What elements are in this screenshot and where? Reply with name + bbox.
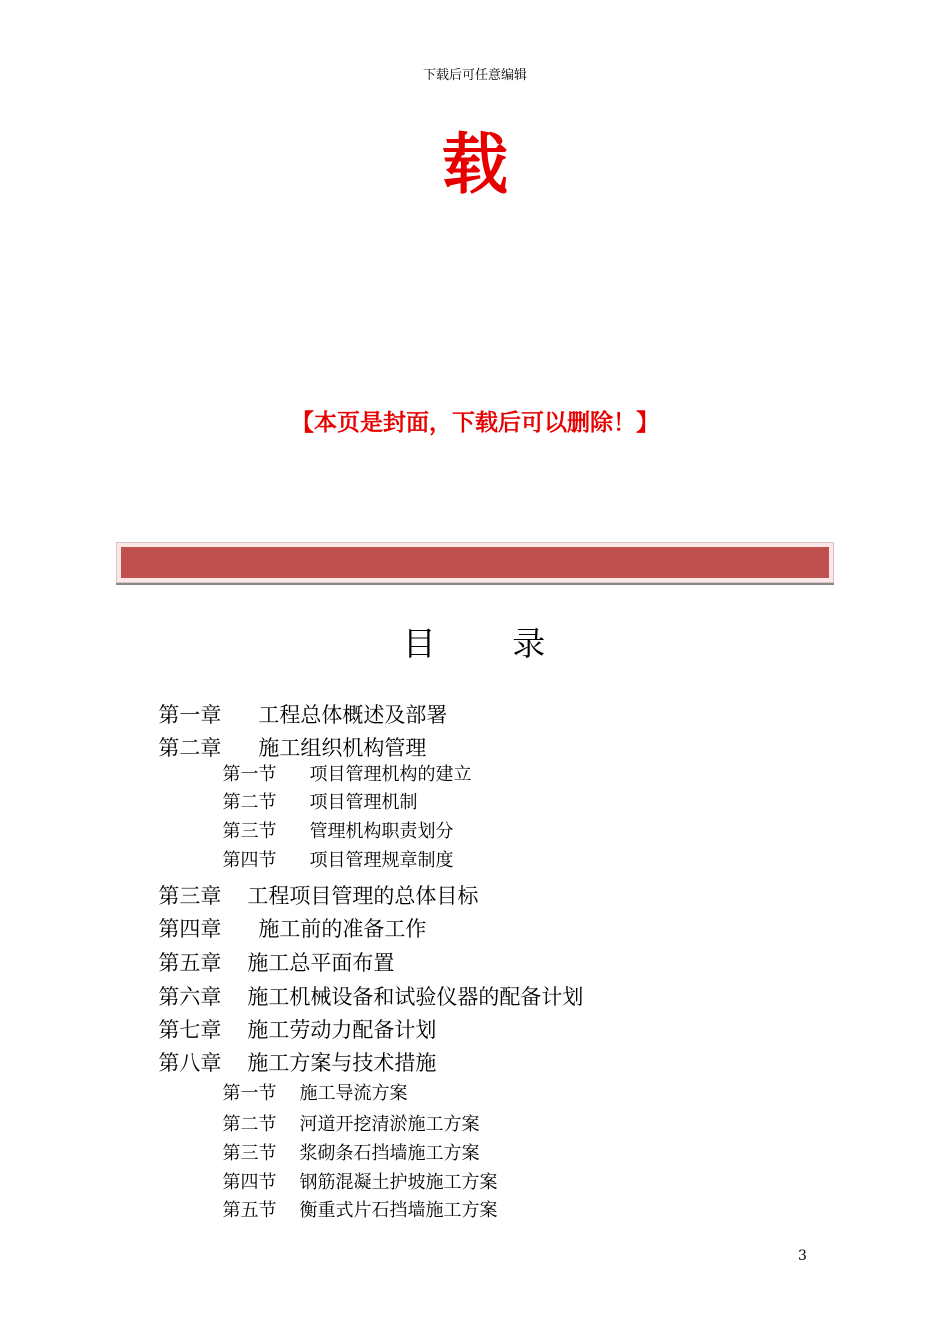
chapter-label: 第一章 [158, 703, 222, 727]
section-label: 第三节 [222, 1143, 277, 1164]
chapter-title: 工程总体概述及部署 [258, 703, 448, 727]
section-title: 浆砌条石挡墙施工方案 [299, 1143, 480, 1164]
section-label: 第一节 [222, 1083, 277, 1104]
chapter-label: 第二章 [158, 736, 222, 760]
cover-notice: 【本页是封面，下载后可以删除！】 [291, 410, 659, 436]
toc-title: 目 录 [402, 624, 548, 663]
section-title: 河道开挖清淤施工方案 [299, 1114, 480, 1135]
section-label: 第五节 [222, 1200, 277, 1221]
page-number: 3 [798, 1248, 807, 1264]
section-label: 第二节 [222, 1114, 277, 1135]
chapter-title: 施工方案与技术措施 [247, 1051, 437, 1075]
section-title: 钢筋混凝土护坡施工方案 [299, 1172, 498, 1193]
section-title: 项目管理机构的建立 [309, 764, 472, 785]
chapter-label: 第六章 [158, 985, 222, 1009]
chapter-title: 施工劳动力配备计划 [247, 1018, 437, 1042]
section-label: 第三节 [222, 821, 277, 842]
decorative-banner [121, 547, 829, 578]
toc-section [211, 1172, 497, 1224]
section-title: 项目管理机制 [309, 792, 418, 813]
section-title: 项目管理规章制度 [309, 850, 454, 871]
chapter-label: 第四章 [158, 917, 222, 941]
cover-title-char: 载 [442, 126, 508, 203]
header-note: 下载后可任意编辑 [422, 68, 527, 83]
section-label: 第二节 [222, 792, 277, 813]
chapter-label: 第五章 [158, 951, 222, 975]
section-label: 第四节 [222, 850, 277, 871]
chapter-title: 施工总平面布置 [247, 951, 395, 975]
section-title: 衡重式片石挡墙施工方案 [299, 1200, 498, 1221]
chapter-title: 施工机械设备和试验仪器的配备计划 [247, 985, 584, 1009]
section-label: 第四节 [222, 1172, 277, 1193]
chapter-title: 施工前的准备工作 [258, 917, 427, 941]
chapter-label: 第三章 [158, 884, 222, 908]
chapter-label: 第七章 [158, 1018, 222, 1042]
section-title: 管理机构职责划分 [309, 821, 454, 842]
section-label: 第一节 [222, 764, 277, 785]
chapter-title: 施工组织机构管理 [258, 736, 427, 760]
chapter-title: 工程项目管理的总体目标 [247, 884, 479, 908]
chapter-label: 第八章 [158, 1051, 222, 1075]
section-title: 施工导流方案 [299, 1083, 408, 1104]
